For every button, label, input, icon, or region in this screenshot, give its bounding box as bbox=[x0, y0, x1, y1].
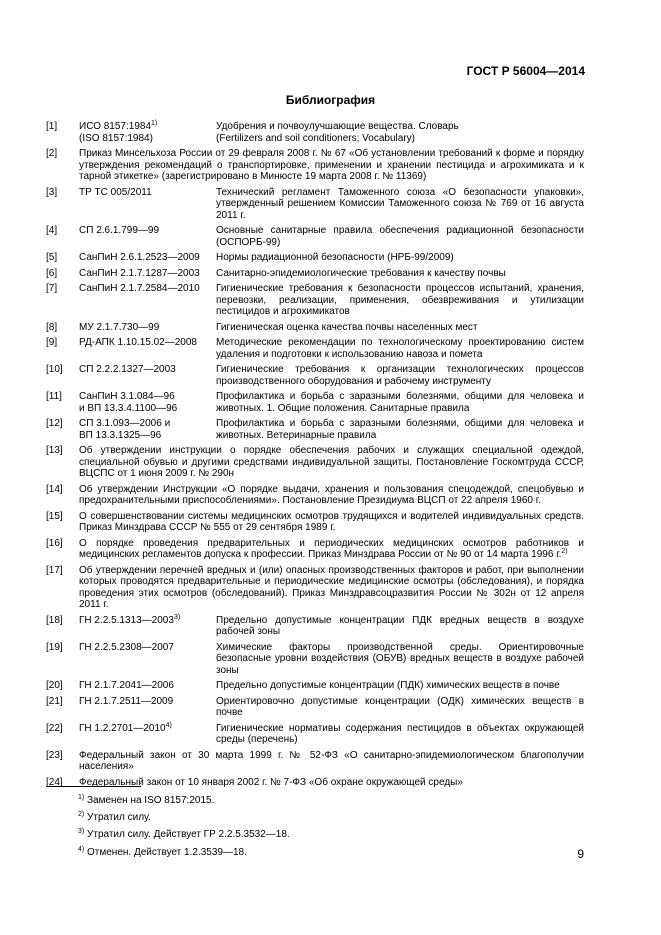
footnote-text: Заменен на ISO 8157:2015. bbox=[87, 795, 215, 806]
footnote-1 bbox=[78, 795, 290, 807]
footnote-ref: 1) bbox=[151, 120, 158, 127]
entry-number: [13] bbox=[46, 445, 63, 456]
bib-entry-20 bbox=[46, 680, 584, 692]
entry-code bbox=[79, 615, 180, 627]
entry-code-text: ГН 1.2.2701—2010 bbox=[79, 722, 166, 734]
entry-text: Об утверждении Инструкции «О порядке выдачи, хранения и пользования спецодеждой, спецобувью и предохранительными приспособлениями». Постановление Президиума ВЦСП от 22 апреля 1960 г. bbox=[79, 483, 584, 506]
entry-description bbox=[216, 121, 584, 144]
entry-number: [1] bbox=[46, 121, 58, 132]
entry-description: Предельно допустимые концентрации (ПДК) химических веществ в почве bbox=[216, 680, 560, 691]
bib-entry-11 bbox=[46, 391, 584, 414]
footnote-text: Утратил силу. bbox=[87, 812, 151, 824]
entry-code-text: СП 3.1.093—2006 и bbox=[79, 418, 171, 429]
entry-description: Ориентировочно допустимые концентрации (ОДК) химических веществ в почве bbox=[216, 695, 584, 718]
entry-code: ГН 2.1.7.2511—2009 bbox=[79, 695, 174, 707]
entry-description: Профилактика и борьба с заразными болезнями, общими для человека и животных. 1. Общие положения. Санитарные правила bbox=[216, 391, 584, 414]
bib-entry-12 bbox=[46, 418, 584, 441]
entry-code: СанПиН 2.6.1.2523—2009 bbox=[79, 252, 200, 263]
entry-code-text: СанПиН 3.1.084—96 bbox=[79, 391, 175, 402]
entry-code: РД-АПК 1.10.15.02—2008 bbox=[79, 337, 197, 348]
entry-number: [2] bbox=[46, 148, 58, 159]
footnote-mark: 2) bbox=[78, 811, 85, 819]
bib-entry-8 bbox=[46, 322, 584, 334]
entry-description: Гигиенические требования к безопасности процессов испытаний, хранения, перевозки, реализации, применения, обезвреживания и утилизации пестицидов и агрохимикатов bbox=[216, 283, 584, 317]
entry-text: Удобрения и почвоулучшающие вещества. Словарь bbox=[216, 121, 459, 132]
footnote-ref: 3) bbox=[173, 613, 181, 621]
bib-entry-22 bbox=[46, 723, 584, 746]
entry-code: МУ 2.1.7.730—99 bbox=[79, 321, 160, 333]
entry-code: ТР ТС 005/2011 bbox=[79, 186, 152, 198]
bib-entry-19 bbox=[46, 642, 584, 677]
entry-number: [11] bbox=[46, 391, 62, 402]
entry-code: СанПиН 2.1.7.1287—2003 bbox=[79, 267, 200, 279]
entry-number: [23] bbox=[46, 749, 63, 761]
footnote-mark: 3) bbox=[78, 828, 85, 836]
entry-number: [17] bbox=[46, 564, 63, 576]
entry-code-text: ГН 2.2.5.1313—2003 bbox=[79, 614, 174, 626]
entry-number: [19] bbox=[46, 641, 63, 653]
entry-number: [14] bbox=[46, 483, 63, 495]
page-title: Библиография bbox=[285, 93, 376, 107]
entry-description: Гигиенические нормативы содержания пестицидов в объектах окружающей среды (перечень) bbox=[216, 722, 584, 745]
entry-number: [6] bbox=[46, 267, 58, 279]
bib-entry-18 bbox=[46, 615, 584, 638]
entry-number: [20] bbox=[46, 680, 63, 691]
entry-code bbox=[79, 418, 170, 441]
entry-description: Предельно допустимые концентрации ПДК вредных веществ в воздухе рабочей зоны bbox=[216, 614, 584, 637]
entry-description bbox=[79, 538, 584, 561]
entry-number: [18] bbox=[46, 614, 63, 626]
entry-number: [24] bbox=[46, 776, 63, 788]
entry-text: О порядке проведения предварительных и периодических медицинских осмотров работников и медицинских регламентов допуска к профессии. Приказ Минздрава России от № 90 от 14 марта 1996 г. bbox=[79, 537, 584, 560]
entry-code: СП 2.6.1.799—99 bbox=[79, 225, 160, 236]
entry-number: [10] bbox=[46, 364, 63, 375]
entry-code: СанПиН 2.1.7.2584—2010 bbox=[79, 283, 200, 294]
footnote-mark: 1) bbox=[78, 794, 85, 801]
bib-entry-9 bbox=[46, 337, 584, 360]
entry-text: Федеральный закон от 30 марта 1999 г. № 52-ФЗ «О санитарно-эпидемиологическом благополучии населения» bbox=[79, 749, 584, 772]
entry-text: Об утверждении инструкции о порядке обеспечения рабочих и служащих специальной одеждой, специальной обувью и другими средствами индивидуальной защиты. Постановление Госкомтруда СССР, ВЦСПС от 1 июня 2009 г. № 290н bbox=[79, 445, 584, 479]
entry-text-line2: (Fertilizers and soil conditioners; Vocabulary) bbox=[216, 132, 415, 144]
entry-description: Химические факторы производственной среды. Ориентировочные безопасные уровни воздействия (ОБУВ) вредных веществ в воздухе рабочей зоны bbox=[216, 641, 584, 676]
entry-number: [8] bbox=[46, 321, 58, 333]
entry-number: [16] bbox=[46, 537, 63, 549]
entry-description: Санитарно-эпидемиологические требования к качеству почвы bbox=[216, 267, 506, 279]
entry-description: Гигиеническая оценка качества почвы населенных мест bbox=[216, 321, 478, 333]
entry-description: Гигиенические требования к организации технологических процессов производственного оборудования и рабочему инструменту bbox=[216, 364, 584, 387]
bib-entry-13 bbox=[46, 445, 584, 480]
bib-entry-6 bbox=[46, 268, 584, 280]
entry-code: ГН 2.2.5.2308—2007 bbox=[79, 641, 174, 653]
bib-entry-5 bbox=[46, 252, 584, 264]
bib-entry-1 bbox=[46, 121, 584, 144]
entry-description: Технический регламент Таможенного союза «О безопасности упаковки», утвержденный решением Комиссии Таможенного союза № 769 от 16 августа 2011 г. bbox=[216, 186, 584, 221]
entry-description: Нормы радиационной безопасности (НРБ-99/2009) bbox=[216, 252, 454, 263]
bibliography-list bbox=[46, 121, 584, 792]
entry-description: Методические рекомендации по технологическому проектированию систем удаления и подготовки к использованию навоза и помета bbox=[216, 337, 584, 360]
entry-number: [4] bbox=[46, 225, 58, 236]
footnote-text: Отменен. Действует 1.2.3539—18. bbox=[87, 846, 247, 858]
entry-code bbox=[79, 121, 157, 144]
entry-number: [7] bbox=[46, 283, 58, 294]
entry-text: О совершенствовании системы медицинских осмотров трудящихся и водителей индивидуальных средств. Приказ Минздрава СССР № 555 от 29 сентября 1989 г. bbox=[79, 510, 584, 533]
entry-description: Профилактика и борьба с заразными болезнями, общими для человека и животных. Ветеринарные правила bbox=[216, 418, 584, 441]
entry-number: [21] bbox=[46, 695, 63, 707]
footnote-2 bbox=[78, 812, 290, 824]
footnote-text: Утратил силу. Действует ГР 2.2.5.3532—18. bbox=[87, 829, 290, 841]
entry-number: [5] bbox=[46, 252, 58, 263]
entry-text: Федеральный закон от 10 января 2002 г. № 7-ФЗ «Об охране окружающей среды» bbox=[79, 776, 463, 788]
entry-number: [9] bbox=[46, 337, 58, 348]
footnote-ref: 2) bbox=[561, 548, 568, 555]
footnotes bbox=[78, 795, 290, 864]
bib-entry-7 bbox=[46, 283, 584, 318]
entry-code bbox=[79, 723, 172, 735]
bib-entry-16 bbox=[46, 538, 584, 561]
entry-number: [22] bbox=[46, 722, 63, 734]
entry-number: [12] bbox=[46, 418, 63, 429]
bib-entry-14 bbox=[46, 484, 584, 507]
entry-number: [15] bbox=[46, 510, 63, 522]
standard-designation: ГОСТ Р 56004—2014 bbox=[466, 64, 585, 78]
bib-entry-23 bbox=[46, 750, 584, 773]
bib-entry-10 bbox=[46, 364, 584, 387]
entry-text: Об утверждении перечней вредных и (или) опасных производственных факторов и работ, при выполнении которых проводятся предварительные и периодические медицинские осмотры (обследования), и порядка проведения этих осмотров (обследований). Приказ Минздравсоцразвития России № 302н от 12 апреля 2011 г. bbox=[79, 564, 584, 610]
page-number: 9 bbox=[577, 847, 584, 861]
entry-code bbox=[79, 391, 177, 414]
bib-entry-2 bbox=[46, 148, 584, 183]
bib-entry-4 bbox=[46, 225, 584, 248]
bib-entry-15 bbox=[46, 511, 584, 534]
entry-number: [3] bbox=[46, 186, 58, 198]
entry-code-line2: ВП 13.3.1325—96 bbox=[79, 429, 162, 441]
entry-code-text: ИСО 8157:1984 bbox=[79, 121, 152, 132]
entry-code-line2: и ВП 13.3.4.1100—96 bbox=[79, 402, 178, 414]
footnote-ref: 4) bbox=[165, 721, 172, 729]
entry-code: ГН 2.1.7.2041—2006 bbox=[79, 680, 174, 691]
entry-text: Приказ Минсельхоза России от 29 февраля 2008 г. № 67 «Об установлении требований к форме и порядку утверждения рекомендаций о транспортировке, применении и хранении пестицида и агрохимиката и к тарной этикетке» (зарегистрировано в Минюсте 19 марта 2008 г. № 11369) bbox=[79, 148, 584, 182]
footnote-3 bbox=[78, 829, 290, 841]
bib-entry-21 bbox=[46, 696, 584, 719]
footnote-4 bbox=[78, 847, 290, 859]
entry-code: СП 2.2.2.1327—2003 bbox=[79, 364, 176, 375]
footnote-mark: 4) bbox=[78, 845, 85, 853]
bib-entry-17 bbox=[46, 565, 584, 611]
bib-entry-3 bbox=[46, 187, 584, 222]
entry-code-line2: (ISO 8157:1984) bbox=[79, 132, 153, 144]
footnote-divider bbox=[46, 786, 141, 787]
entry-description: Основные санитарные правила обеспечения радиационной безопасности (ОСПОРБ-99) bbox=[216, 225, 584, 248]
